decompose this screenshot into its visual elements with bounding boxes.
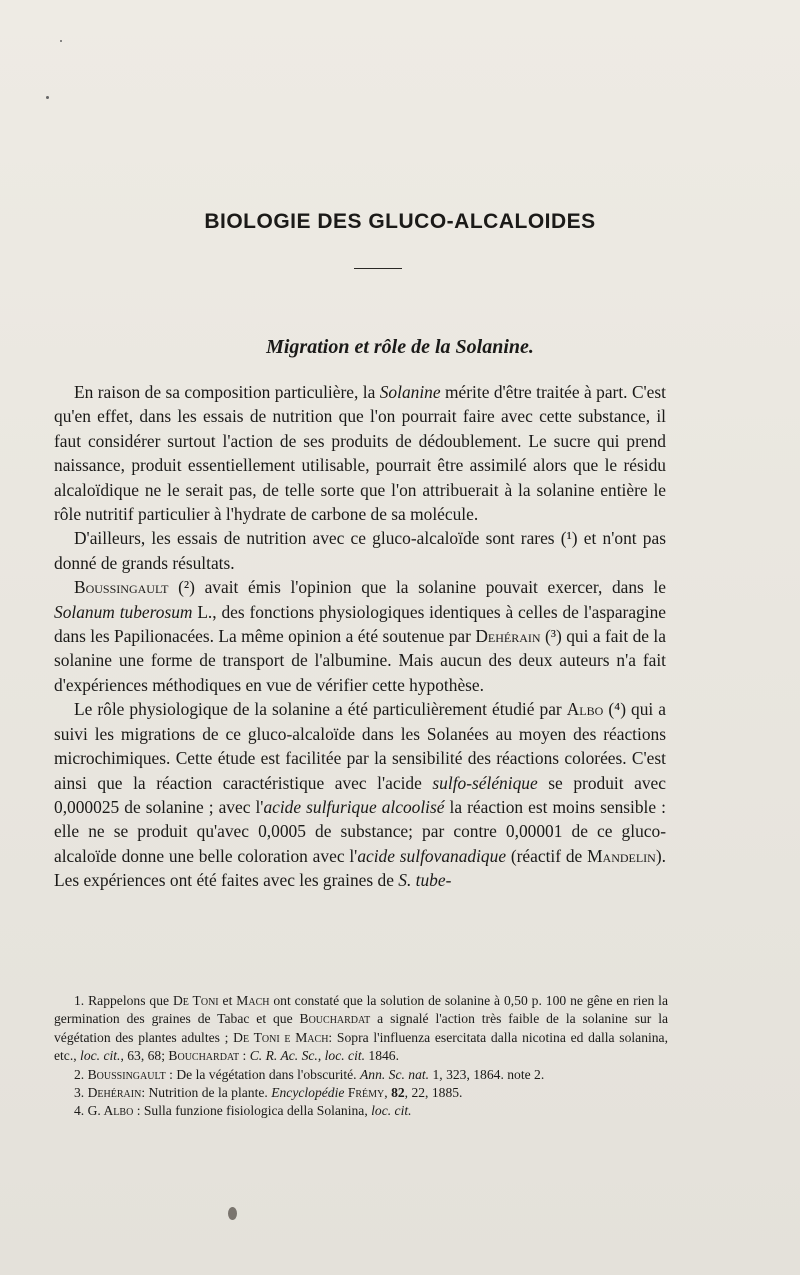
footnote-2: 2. Boussingault : De la végétation dans l'obscurité. Ann. Sc. nat. 1, 323, 1864. note 2. [74, 1066, 545, 1082]
author-name: Mandelin [587, 845, 656, 866]
footnote-3: 3. Dehérain: Nutrition de la plante. Encyclopédie Frémy, 82, 22, 1885. [74, 1085, 463, 1101]
author-name: Albo [566, 699, 604, 720]
footnotes [54, 992, 668, 1121]
footnote-ref: (³) [545, 626, 562, 647]
author-name: Dehérain [475, 626, 541, 647]
footnote-ref: (¹) [560, 528, 578, 549]
paragraph-4: Le rôle physiologique de la solanine a été particulièrement étudié par Albo (⁴) qui a suivi les migrations de ce gluco-alcaloïde dans les Solanées au moyen des réactions microchimiques. Cette étude est facilitée par la sensibilité des réactions colorées. C'est ainsi que la réaction caractéristique avec l'acide sulfo-sélénique se produit avec 0,000025 de solanine ; avec l'acide sulfurique alcoolisé la réaction est moins sensible : elle ne se produit qu'avec 0,0005 de substance; par contre 0,00001 de ce gluco-alcaloïde donne une belle coloration avec l'acide sulfovanadique (réactif de Mandelin). Les expériences ont été faites avec les graines de S. tube- [54, 699, 666, 891]
paragraph-2: D'ailleurs, les essais de nutrition avec ce gluco-alcaloïde sont rares (¹) et n'ont pas donné de grands résultats. [54, 528, 666, 573]
footnote-ref: (⁴) [608, 699, 626, 720]
paragraph-1: En raison de sa composition particulière, la Solanine mérite d'être traitée à part. C'est qu'en effet, dans les essais de nutrition que l'on pourrait faire avec cette substance, il faut considérer surtout l'action de ses produits de dédoublement. Le sucre qui prend naissance, produit essentiellement utilisable, pourrait être assimilé alors que le résidu alcaloïdique ne le serait pas, de telle sorte que l'on attribuerait à la solanine entière le rôle nutritif particulier à l'hydrate de carbone de sa molécule. [54, 382, 666, 525]
bleed-through-text [70, 80, 770, 106]
title-divider [354, 268, 402, 269]
ink-blot [228, 1207, 237, 1220]
footnote-4: 4. G. Albo : Sulla funzione fisiologica della Solanina, loc. cit. [74, 1103, 412, 1119]
body-text [54, 380, 666, 893]
section-subtitle: Migration et rôle de la Solanine. [266, 336, 534, 358]
footnote-ref: (²) [178, 577, 195, 598]
paper-speck [46, 96, 49, 99]
page-title: BIOLOGIE DES GLUCO-ALCALOIDES [204, 210, 596, 233]
paper-speck [60, 40, 62, 42]
author-name: Boussingault [74, 577, 169, 598]
footnote-1: 1. Rappelons que De Toni et Mach ont constaté que la solution de solanine à 0,50 p. 100 ne gêne en rien la germination des graines de Tabac et que Bouchardat a signalé l'action très faible de la solanine sur la végétation des plantes adultes ; De Toni e Mach: Sopra l'influenza esercitata dalla nicotina ed dalla solanina, etc., loc. cit., 63, 68; Bouchardat : C. R. Ac. Sc., loc. cit. 1846. [54, 993, 669, 1064]
paragraph-3: Boussingault (²) avait émis l'opinion que la solanine pouvait exercer, dans le Solanum tuberosum L., des fonctions physiologiques identiques à celles de l'asparagine dans les Papilionacées. La même opinion a été soutenue par Dehérain (³) qui a fait de la solanine une forme de transport de l'albumine. Mais aucun des deux auteurs n'a fait d'expériences méthodiques en vue de vérifier cette hypothèse. [54, 577, 666, 695]
